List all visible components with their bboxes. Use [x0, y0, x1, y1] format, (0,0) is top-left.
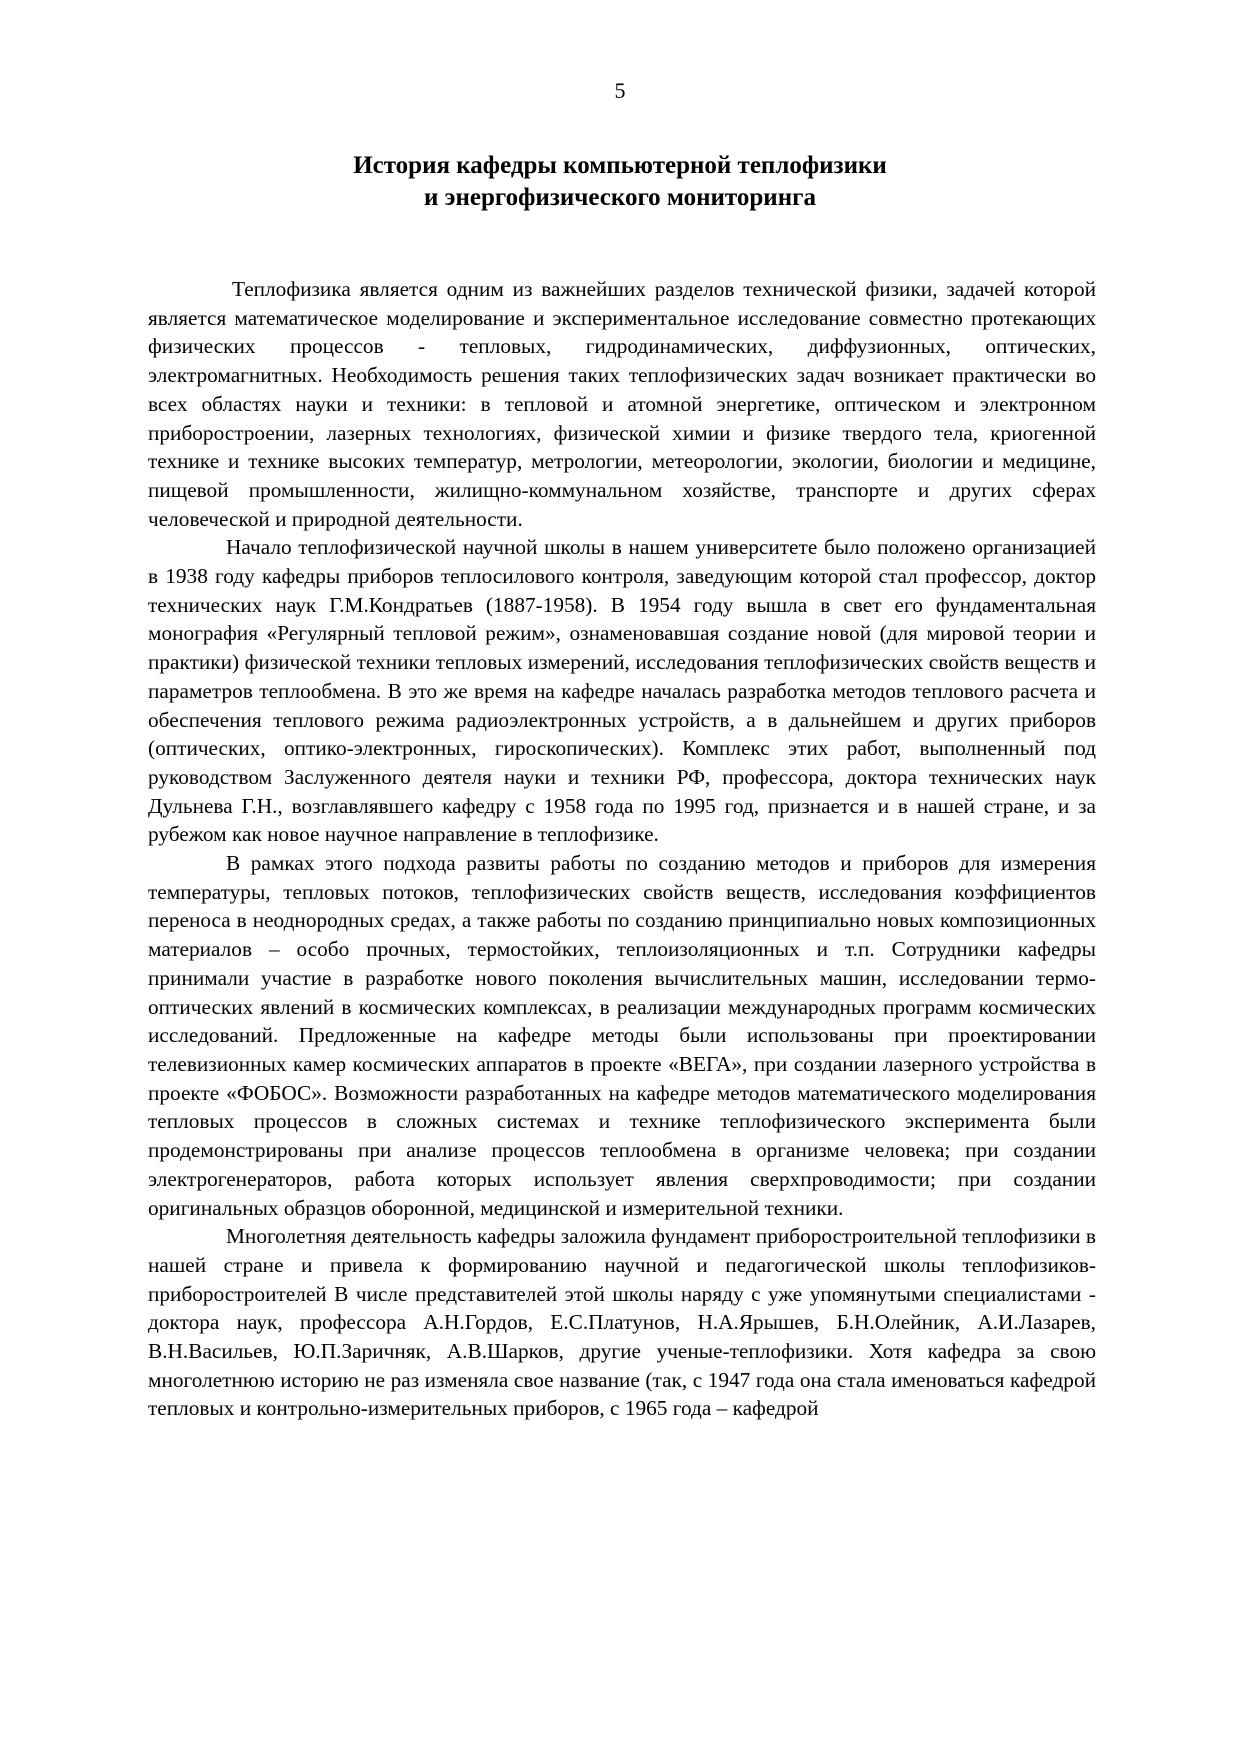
paragraph: В рамках этого подхода развиты работы по созданию методов и приборов для измерения температуры, тепловых потоков, теплофизических свойств веществ, исследования коэффициентов переноса в неоднородных средах, а также работы по созданию принципиально новых композиционных материалов – особо прочных, термостойких, теплоизоляционных и т.п. Сотрудники кафедры принимали участие в разработке нового поколения вычислительных машин, исследовании термо-оптических явлений в космических комплексах, в реализации международных программ космических исследований. Предложенные на кафедре методы были использованы при проектировании телевизионных камер космических аппаратов в проекте «ВЕГА», при создании лазерного устройства в проекте «ФОБОС». Возможности разработанных на кафедре методов математического моделирования тепловых процессов в сложных системах и технике теплофизического эксперимента были продемонстрированы при анализе процессов теплообмена в организме человека; при создании электрогенераторов, работа которых использует явления сверхпроводимости; при создании оригинальных образцов оборонной, медицинской и измерительной техники. [148, 851, 1096, 1220]
title-line-1: История кафедры компьютерной теплофизики [353, 152, 887, 179]
paragraph: Теплофизика является одним из важнейших разделов технической физики, задачей которой является математическое моделирование и экспериментальное исследование совместно протекающих физических процессов - тепловых, гидродинамических, диффузионных, оптических, электромагнитных. Необходимость решения таких теплофизических задач возникает практически во всех областях науки и техники: в тепловой и атомной энергетике, оптическом и электронном приборостроении, лазерных технологиях, физической химии и физике твердого тела, криогенной технике и технике высоких температур, метрологии, метеорологии, экологии, биологии и медицине, пищевой промышленности, жилищно-коммунальном хозяйстве, транспорте и других сферах человеческой и природной деятельности. [148, 277, 1096, 531]
title-line-2: и энергофизического мониторинга [424, 184, 816, 211]
body-text [148, 275, 1096, 1423]
paragraph: Начало теплофизической научной школы в нашем университете было положено организацией в 1938 году кафедры приборов теплосилового контроля, заведующим которой стал профессор, доктор технических наук Г.М.Кондратьев (1887-1958). В 1954 году вышла в свет его фундаментальная монография «Регулярный тепловой режим», ознаменовавшая создание новой (для мировой теории и практики) физической техники тепловых измерений, исследования теплофизических свойств веществ и параметров теплообмена. В это же время на кафедре началась разработка методов теплового расчета и обеспечения теплового режима радиоэлектронных устройств, а в дальнейшем и других приборов (оптических, оптико-электронных, гироскопических). Комплекс этих работ, выполненный под руководством Заслуженного деятеля науки и техники РФ, профессора, доктора технических наук Дульнева Г.Н., возглавлявшего кафедру с 1958 года по 1995 год, признается и в нашей стране, и за рубежом как новое научное направление в теплофизике. [148, 535, 1096, 847]
page-number: 5 [614, 78, 626, 103]
paragraph: Многолетняя деятельность кафедры заложила фундамент приборостроительной теплофизики в нашей стране и привела к формированию научной и педагогической школы теплофизиков-приборостроителей В числе представителей этой школы наряду с уже упомянутыми специалистами - доктора наук, профессора А.Н.Гордов, Е.С.Платунов, Н.А.Ярышев, Б.Н.Олейник, А.И.Лазарев, В.Н.Васильев, Ю.П.Заричняк, А.В.Шарков, другие ученые-теплофизики. Хотя кафедра за свою многолетнюю историю не раз изменяла свое название (так, с 1947 года она стала именоваться кафедрой тепловых и контрольно-измерительных приборов, с 1965 года – кафедрой [148, 1224, 1096, 1421]
page-title [150, 150, 1090, 214]
